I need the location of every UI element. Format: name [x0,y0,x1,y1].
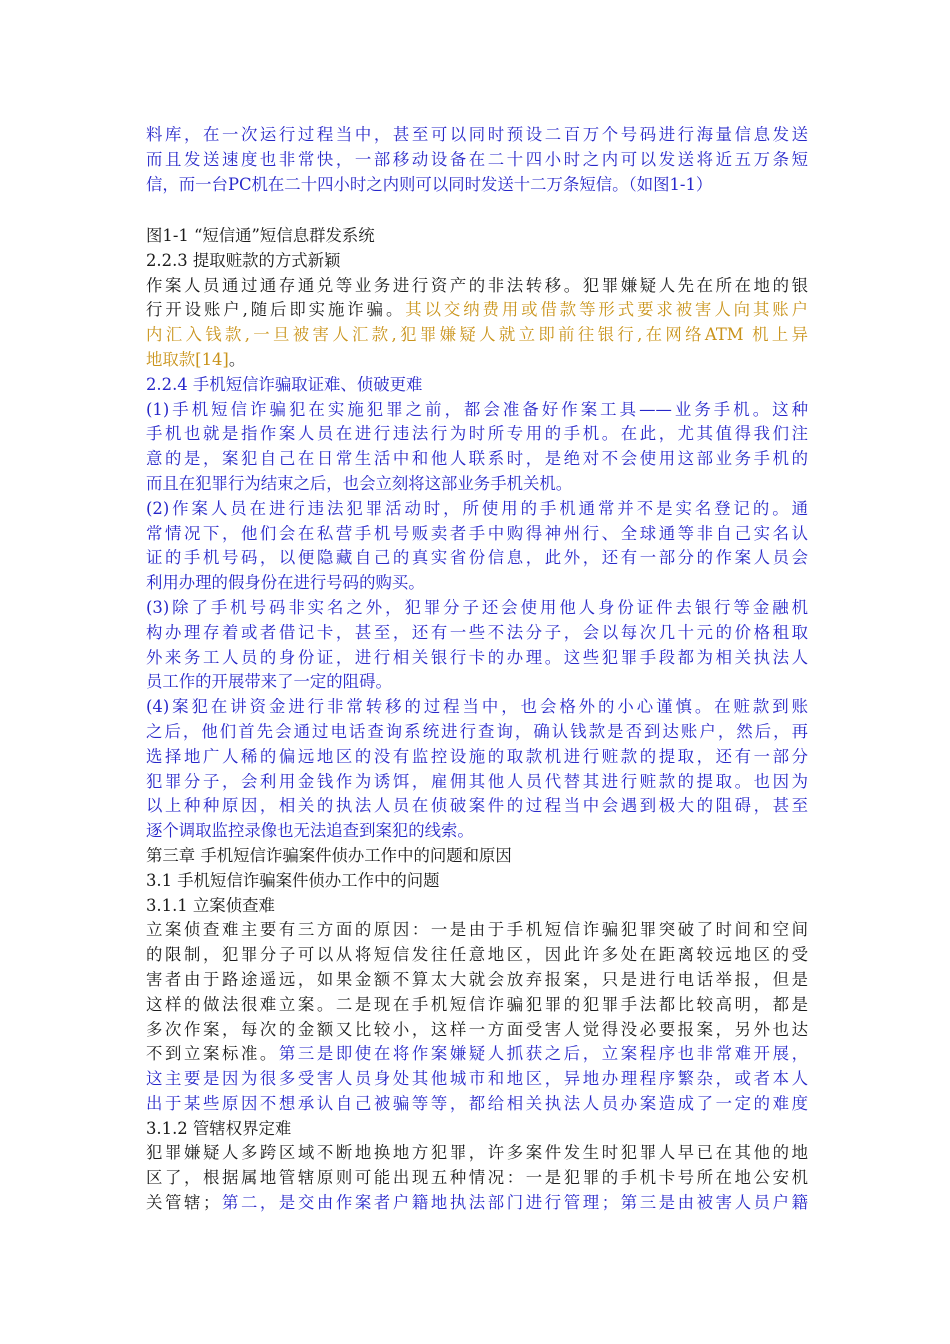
text-segment: 。 [228,349,246,369]
text-line [146,894,808,919]
text-line [146,918,808,943]
text-segment: (1)手机短信诈骗犯在实施犯罪之前，都会准备好作案工具——业务手机。这种 [146,399,808,419]
text-segment: 图1-1 “短信通”短信息群发系统 [146,226,375,245]
text-line [146,546,808,571]
text-segment: 的限制，犯罪分子可以从将短信发往任意地区，因此许多处在距离较远地区的受 [146,945,808,965]
text-line: 而且发送速度也非常快，一部移动设备在二十四小时之内可以发送将近五万条短 [146,149,808,169]
text-segment: 常情况下，他们会在私营手机号贩卖者手中购得神州行、全球通等非自己实名认 [146,523,808,543]
text-line [146,943,808,968]
text-line [146,993,808,1018]
text-line [146,670,808,695]
text-segment: 员工作的开展带来了一定的阻碍。 [146,672,392,692]
text-segment: 内汇入钱款,一旦被害人汇款,犯罪嫌疑人就立即前往银行,在网络ATM 机上异 [146,325,808,345]
text-line [146,1042,808,1067]
text-segment: 其以交纳费用或借款等形式要求被害人向其账户 [405,300,808,320]
text-segment: (4)案犯在讲资金进行非常转移的过程当中，也会格外的小心谨慎。在赃款到账 [146,697,808,717]
text-segment: 2.2.3 提取赃款的方式新颖 [146,250,341,270]
text-line [146,720,808,745]
text-line [146,1141,808,1166]
text-line [146,472,808,497]
text-segment: (3)除了手机号码非实名之外，犯罪分子还会使用他人身份证件去银行等金融机 [146,597,808,617]
text-line [146,522,808,547]
text-line [146,819,808,844]
text-line [146,968,808,993]
text-line [146,1117,808,1142]
text-line [146,298,808,323]
text-line [146,398,808,423]
text-line [146,1166,808,1191]
text-line [146,224,808,249]
text-line [146,869,808,894]
text-segment: 害者由于路途遥远，如果金额不算太大就会放弃报案，只是进行电话举报，但是 [146,969,808,989]
text-line [146,274,808,299]
text-segment: 关管辖； [146,1193,220,1213]
text-segment: 构办理存着或者借记卡，甚至，还有一些不法分子，会以每次几十元的价格租取 [146,622,808,642]
text-line [146,1092,808,1117]
text-line: 信，而一台PC机在二十四小时之内则可以同时发送十二万条短信。（如图1-1） [146,174,713,194]
text-segment: 3.1 手机短信诈骗案件侦办工作中的问题 [146,870,440,890]
text-segment: 外来务工人员的身份证，进行相关银行卡的办理。这些犯罪手段都为相关执法人 [146,647,808,667]
text-segment: 作案人员通过通存通兑等业务进行资产的非法转移。犯罪嫌疑人先在所在地的银 [146,275,808,295]
text-segment: 立案侦查难主要有三方面的原因：一是由于手机短信诈骗犯罪突破了时间和空间 [146,920,808,940]
text-segment: 犯罪嫌疑人多跨区域不断地换地方犯罪，许多案件发生时犯罪人早已在其他的地 [146,1143,808,1163]
text-segment: 第二，是交由作案者户籍地执法部门进行管理；第三是由被害人员户籍 [219,1193,808,1213]
text-segment: 逐个调取监控录像也无法追查到案犯的线索。 [146,821,474,841]
text-line [146,249,808,274]
text-segment: 行开设账户,随后即实施诈骗。 [146,300,406,320]
text-segment: 第三是即使在将作案嫌疑人抓获之后，立案程序也非常难开展， [278,1044,808,1064]
text-line [146,571,808,596]
paragraph-continuation [146,123,808,197]
text-line [146,1191,808,1216]
text-segment: 证的手机号码，以便隐藏自己的真实省份信息，此外，还有一部分的作案人员会 [146,548,808,568]
text-segment: 多次作案，每次的金额又比较小，这样一方面受害人觉得没必要报案，另外也达 [146,1019,808,1039]
text-segment: 意的是，案犯自己在日常生活中和他人联系时，是绝对不会使用这部业务手机的 [146,449,808,469]
text-line [146,745,808,770]
text-line: 料库，在一次运行过程当中，甚至可以同时预设二百万个号码进行海量信息发送 [146,125,808,144]
document-body [146,224,808,1216]
text-segment: 利用办理的假身份在进行号码的购买。 [146,573,425,593]
text-segment: 以上种种原因，相关的执法人员在侦破案件的过程当中会遇到极大的阻碍，甚至 [146,796,808,816]
text-segment: 手机也就是指作案人员在进行违法行为时所专用的手机。在此，尤其值得我们注 [146,424,808,444]
text-segment: 出于某些原因不想承认自己被骗等等，都给相关执法人员办案造成了一定的难度 [146,1093,808,1113]
text-segment: 而且在犯罪行为结束之后，也会立刻将这部业务手机关机。 [146,473,573,493]
text-line [146,844,808,869]
text-line [146,1018,808,1043]
text-line [146,695,808,720]
text-segment: 地取款[14] [146,349,229,369]
text-line [146,596,808,621]
text-segment: 选择地广人稀的偏远地区的没有监控设施的取款机进行赃款的提取，还有一部分 [146,746,808,766]
text-segment: 3.1.2 管辖权界定难 [146,1118,292,1138]
text-line [146,621,808,646]
text-segment: 2.2.4 手机短信诈骗取证难、侦破更难 [146,374,423,394]
text-segment: 区了，根据属地管辖原则可能出现五种情况：一是犯罪的手机卡号所在地公安机 [146,1168,808,1188]
text-line [146,646,808,671]
text-line [146,422,808,447]
text-line [146,447,808,472]
text-segment: 这样的做法很难立案。二是现在手机短信诈骗犯罪的犯罪手法都比较高明，都是 [146,994,808,1014]
text-segment: (2)作案人员在进行违法犯罪活动时，所使用的手机通常并不是实名登记的。通 [146,498,808,518]
text-line [146,348,808,373]
text-line [146,794,808,819]
text-segment: 第三章 手机短信诈骗案件侦办工作中的问题和原因 [146,845,512,865]
text-segment: 之后，他们首先会通过电话查询系统进行查询，确认钱款是否到达账户，然后，再 [146,721,808,741]
text-line [146,373,808,398]
text-line [146,323,808,348]
text-segment: 3.1.1 立案侦查难 [146,895,275,915]
text-line [146,770,808,795]
text-line [146,497,808,522]
text-segment: 不到立案标准。 [146,1044,279,1064]
text-line [146,1067,808,1092]
text-segment: 这主要是因为很多受害人员身处其他城市和地区，异地办理程序繁杂，或者本人 [146,1069,808,1089]
text-segment: 犯罪分子，会利用金钱作为诱饵，雇佣其他人员代替其进行赃款的提取。也因为 [146,771,808,791]
